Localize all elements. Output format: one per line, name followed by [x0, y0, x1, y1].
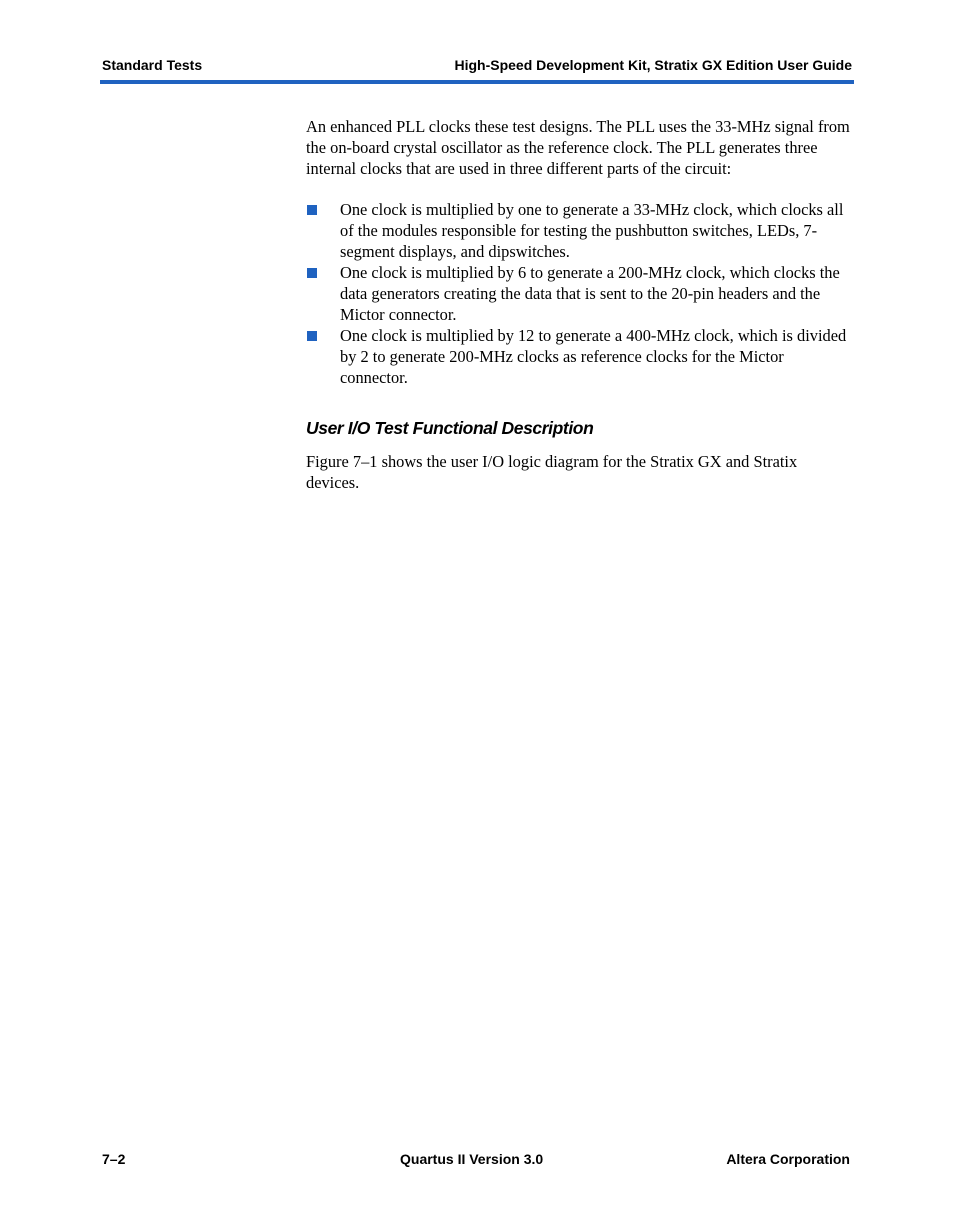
intro-paragraph: An enhanced PLL clocks these test designs. The PLL uses the 33-MHz signal from the on-board crystal oscillator as the reference clock. The PLL generates three internal clocks that are used in three different parts of the circuit: [306, 117, 850, 178]
list-item [306, 262, 854, 325]
page-header [102, 55, 852, 75]
square-bullet-icon [307, 205, 317, 215]
list-item [306, 199, 854, 262]
clock-list [306, 199, 854, 388]
page-number: 7–2 [102, 1151, 126, 1167]
list-item-text: One clock is multiplied by one to generate a 33-MHz clock, which clocks all of the modules responsible for testing the pushbutton switches, LEDs, 7-segment displays, and dipswitches. [340, 200, 844, 261]
page-footer [102, 1149, 850, 1169]
software-version: Quartus II Version 3.0 [400, 1151, 544, 1167]
section-heading: User I/O Test Functional Description [306, 418, 594, 438]
list-item-text: One clock is multiplied by 6 to generate a 200-MHz clock, which clocks the data generators creating the data that is sent to the 20-pin headers and the Mictor connector. [340, 263, 840, 324]
section-title: Standard Tests [102, 57, 203, 73]
figure-reference-paragraph: Figure 7–1 shows the user I/O logic diagram for the Stratix GX and Stratix devices. [306, 452, 798, 492]
square-bullet-icon [307, 268, 317, 278]
main-content [306, 116, 854, 493]
document-title: High-Speed Development Kit, Stratix GX Edition User Guide [454, 57, 852, 73]
company-name: Altera Corporation [726, 1151, 850, 1167]
header-rule [100, 80, 854, 84]
square-bullet-icon [307, 331, 317, 341]
list-item [306, 325, 854, 388]
list-item-text: One clock is multiplied by 12 to generate a 400-MHz clock, which is divided by 2 to generate 200-MHz clocks as reference clocks for the Mictor connector. [340, 326, 847, 387]
